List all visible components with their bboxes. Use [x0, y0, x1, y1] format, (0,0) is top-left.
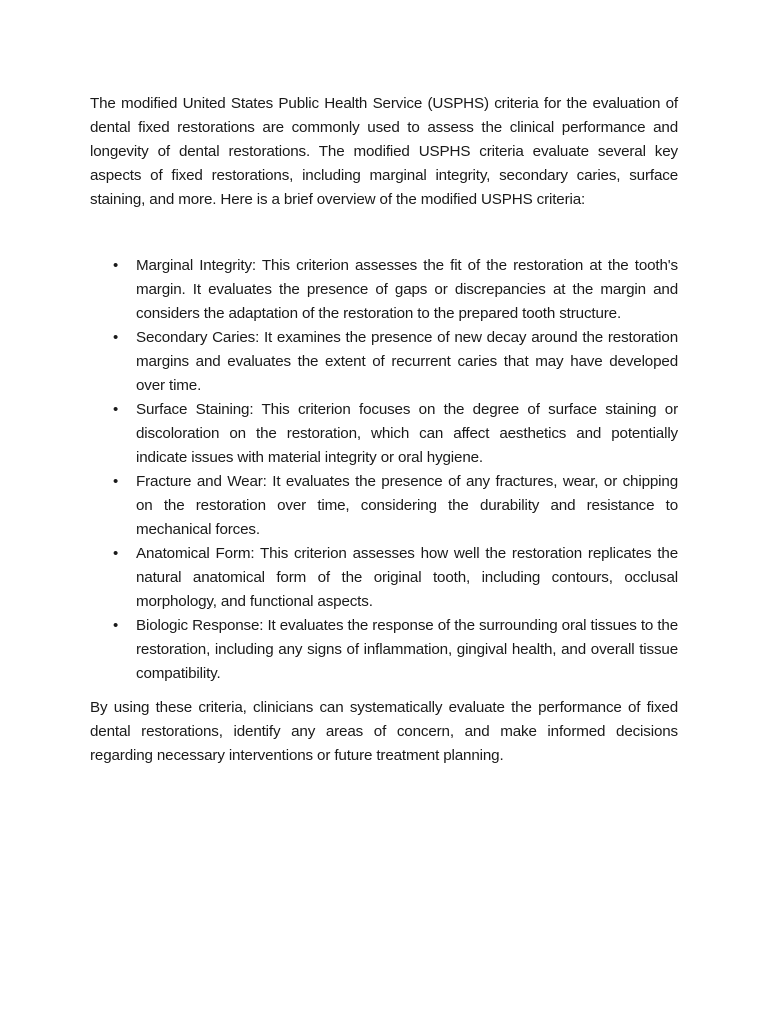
list-item-anatomical-form: [90, 542, 678, 614]
criteria-text: Surface Staining: This criterion focuses on the degree of surface staining or discoloration on the restoration, which can affect aesthetics and potentially indicate issues with material integrity or oral hygiene.: [136, 401, 678, 466]
bullet-icon: •: [113, 617, 119, 634]
list-item-surface-staining: [90, 398, 678, 470]
list-item-secondary-caries: [90, 326, 678, 398]
intro-paragraph: The modified United States Public Health Service (USPHS) criteria for the evaluation of dental fixed restorations are commonly used to assess the clinical performance and longevity of dental restorations. The modified USPHS criteria evaluate several key aspects of fixed restorations, including marginal integrity, secondary caries, surface staining, and more. Here is a brief overview of the modified USPHS criteria:: [90, 95, 678, 208]
criteria-text: Marginal Integrity: This criterion assesses the fit of the restoration at the tooth's margin. It evaluates the presence of gaps or discrepancies at the margin and considers the adaptation of the restoration to the prepared tooth structure.: [136, 257, 678, 322]
conclusion-paragraph: By using these criteria, clinicians can systematically evaluate the performance of fixed dental restorations, identify any areas of concern, and make informed decisions regarding necessary interventions or future treatment planning.: [90, 699, 678, 764]
criteria-text: Biologic Response: It evaluates the response of the surrounding oral tissues to the restoration, including any signs of inflammation, gingival health, and overall tissue compatibility.: [136, 617, 678, 682]
criteria-list: [90, 254, 678, 686]
list-item-marginal-integrity: [90, 254, 678, 326]
bullet-icon: •: [113, 545, 119, 562]
criteria-text: Fracture and Wear: It evaluates the presence of any fractures, wear, or chipping on the restoration over time, considering the durability and resistance to mechanical forces.: [136, 473, 678, 538]
bullet-icon: •: [113, 401, 119, 418]
bullet-icon: •: [113, 329, 119, 346]
document-page: [90, 92, 678, 768]
list-item-biologic-response: [90, 614, 678, 686]
bullet-icon: •: [113, 473, 119, 490]
criteria-text: Secondary Caries: It examines the presence of new decay around the restoration margins and evaluates the extent of recurrent caries that may have developed over time.: [136, 329, 678, 394]
bullet-icon: •: [113, 257, 119, 274]
criteria-text: Anatomical Form: This criterion assesses how well the restoration replicates the natural anatomical form of the original tooth, including contours, occlusal morphology, and functional aspects.: [136, 545, 678, 610]
list-item-fracture-and-wear: [90, 470, 678, 542]
